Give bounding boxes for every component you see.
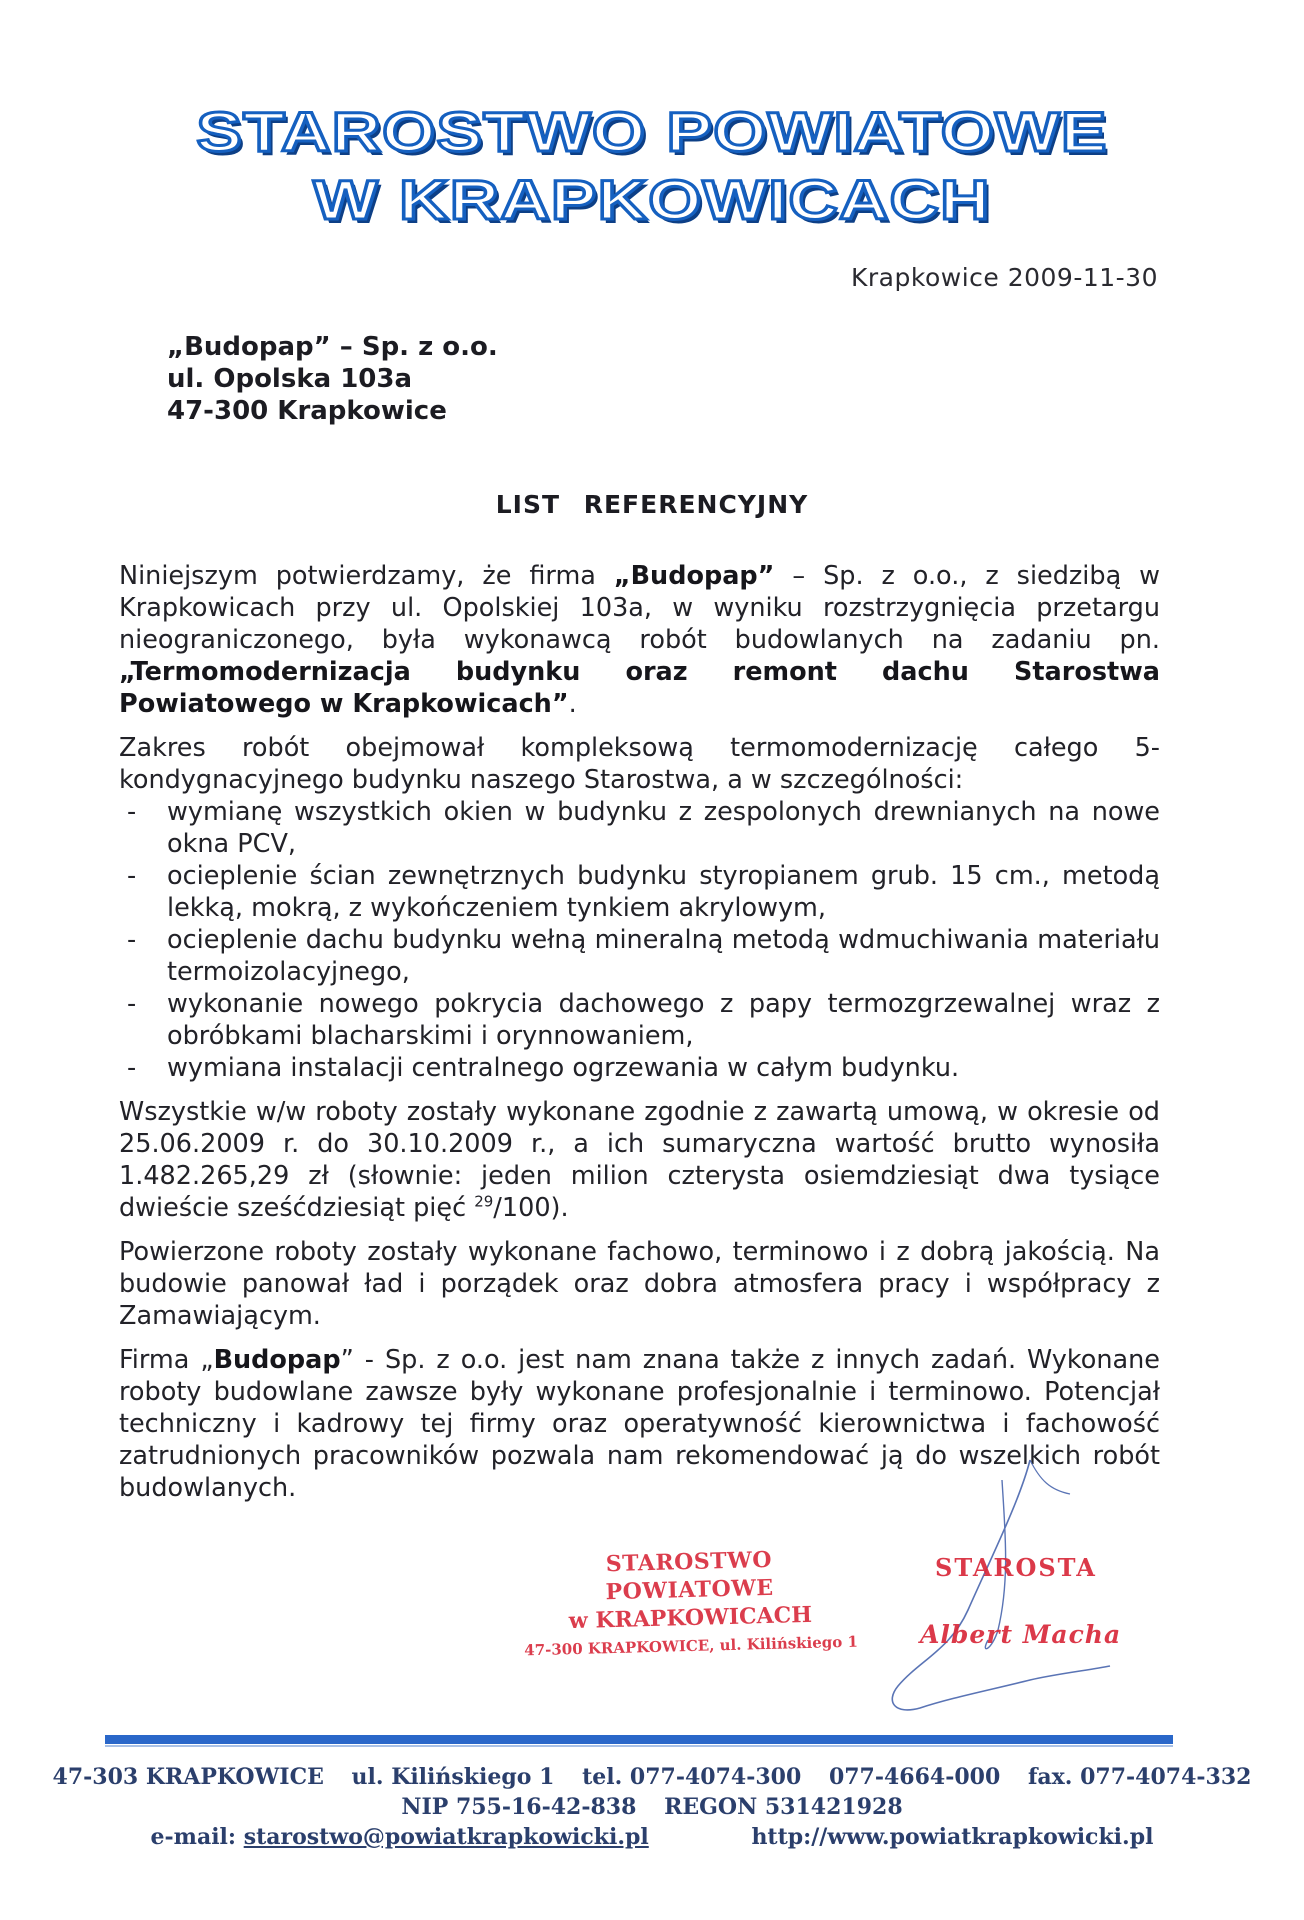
office-stamp [519, 1544, 862, 1665]
letter-subject: LIST REFERENCYJNY [495, 490, 809, 519]
letterhead-line-1: STAROSTWO POWIATOWE [196, 100, 1108, 163]
letterhead-logo [0, 98, 1304, 234]
paragraph-1-text-a: Niniejszym potwierdzamy, że firma [119, 561, 614, 591]
company-name-2: Budopap [213, 1345, 341, 1375]
scope-list [119, 796, 1160, 1084]
footer-row-contact [0, 1762, 1304, 1792]
list-dash: - [127, 989, 137, 1019]
footer-row-web [0, 1822, 1304, 1852]
list-item-text: ocieplenie dachu budynku wełną mineralną metodą wdmuchiwania materiału termoizolacyjnego, [167, 925, 1160, 987]
letter-date: Krapkowice 2009-11-30 [851, 263, 1158, 292]
paragraph-3-text-a: Wszystkie w/w roboty zostały wykonane zgodnie z zawartą umową, w okresie od 25.06.2009 r. do 30.10.2009 r., a ich sumaryczna wartość brutto wynosiła 1.482.265,29 zł (słownie: jeden milion czterysta osiemdziesiąt dwa tysiące dwieście sześćdziesiąt pięć [119, 1097, 1160, 1223]
list-item-text: wymianę wszystkich okien w budynku z zespolonych drewnianych na nowe okna PCV, [167, 797, 1160, 859]
paragraph-2: Zakres robót obejmował kompleksową termomodernizację całego 5-kondygnacyjnego budynku naszego Starostwa, a w szczególności: [119, 733, 1160, 795]
list-item-text: ocieplenie ścian zewnętrznych budynku styropianem grub. 15 cm., metodą lekką, mokrą, z wykończeniem tynkiem akrylowym, [167, 861, 1160, 923]
signatory-title: STAROSTA [935, 1553, 1097, 1582]
footer-divider-thin [105, 1745, 1173, 1747]
footer [0, 1762, 1304, 1852]
list-dash: - [127, 797, 137, 827]
footer-website-link[interactable]: http://www.powiatkrapkowicki.pl [751, 1824, 1154, 1850]
paragraph-1-text-c: . [568, 689, 577, 719]
footer-email-label: e-mail: [150, 1824, 244, 1850]
signatory-name: Albert Macha [920, 1620, 1122, 1649]
amount-superscript: 29 [474, 1192, 494, 1211]
list-dash: - [127, 1053, 137, 1083]
paragraph-1 [119, 560, 1160, 720]
footer-fax: fax. 077-4074-332 [1027, 1764, 1252, 1790]
footer-tel-2: 077-4664-000 [828, 1764, 1001, 1790]
paragraph-3-text-b: /100). [493, 1193, 569, 1223]
paragraph-3 [119, 1096, 1160, 1224]
footer-email-link[interactable]: starostwo@powiatkrapkowicki.pl [243, 1824, 649, 1850]
footer-street: ul. Kilińskiego 1 [351, 1764, 555, 1790]
list-dash: - [127, 925, 137, 955]
company-name: „Budopap” [613, 561, 775, 591]
footer-regon: REGON 531421928 [664, 1794, 903, 1820]
project-name: „Termomodernizacja budynku oraz remont dachu Starostwa Powiatowego w Krapkowicach” [119, 657, 1160, 719]
list-item-text: wymiana instalacji centralnego ogrzewania w całym budynku. [167, 1053, 960, 1083]
recipient-city: 47-300 Krapkowice [167, 396, 447, 426]
list-item-text: wykonanie nowego pokrycia dachowego z papy termozgrzewalnej wraz z obróbkami blacharskimi i orynnowaniem, [167, 989, 1160, 1051]
list-item [119, 924, 1160, 988]
recipient-name: „Budopap” – Sp. z o.o. [167, 332, 498, 362]
list-item [119, 1052, 1160, 1084]
stamp-line-2: w KRAPKOWICACH [568, 1601, 813, 1635]
footer-nip: NIP 755-16-42-838 [401, 1794, 637, 1820]
stamp-line-1: STAROSTWO POWIATOWE [605, 1546, 774, 1606]
letter-body [119, 560, 1160, 1516]
paragraph-5-text-a: Firma „ [119, 1345, 214, 1375]
paragraph-1-text-b: – Sp. z o.o., z siedzibą w Krapkowicach przy ul. Opolskiej 103a, w wyniku rozstrzygnięcia przetargu nieograniczonego, była wykonawcą robót budowlanych na zadaniu pn. [119, 561, 1160, 655]
footer-city: 47-303 KRAPKOWICE [52, 1764, 324, 1790]
paragraph-4: Powierzone roboty zostały wykonane fachowo, terminowo i z dobrą jakością. Na budowie panował ład i porządek oraz dobra atmosfera pracy i współpracy z Zamawiającym. [119, 1237, 1160, 1331]
list-item [119, 988, 1160, 1052]
list-item [119, 796, 1160, 860]
footer-divider [105, 1735, 1173, 1744]
stamp-line-3: 47-300 KRAPKOWICE, ul. Kilińskiego 1 [524, 1632, 859, 1660]
recipient-street: ul. Opolska 103a [167, 364, 413, 394]
paragraph-5-text-b: ” - Sp. z o.o. jest nam znana także z innych zadań. Wykonane roboty budowlane zawsze były wykonane profesjonalnie i terminowo. Potencjał techniczny i kadrowy tej firmy oraz operatywność kierownictwa i fachowość zatrudnionych pracowników pozwala nam rekomendować ją do wszelkich robót budowlanych. [119, 1345, 1160, 1503]
letterhead-line-2: W KRAPKOWICACH [313, 168, 991, 231]
list-dash: - [127, 861, 137, 891]
recipient-address [167, 331, 498, 427]
footer-row-ids [0, 1792, 1304, 1822]
list-item [119, 860, 1160, 924]
footer-tel: tel. 077-4074-300 [582, 1764, 802, 1790]
